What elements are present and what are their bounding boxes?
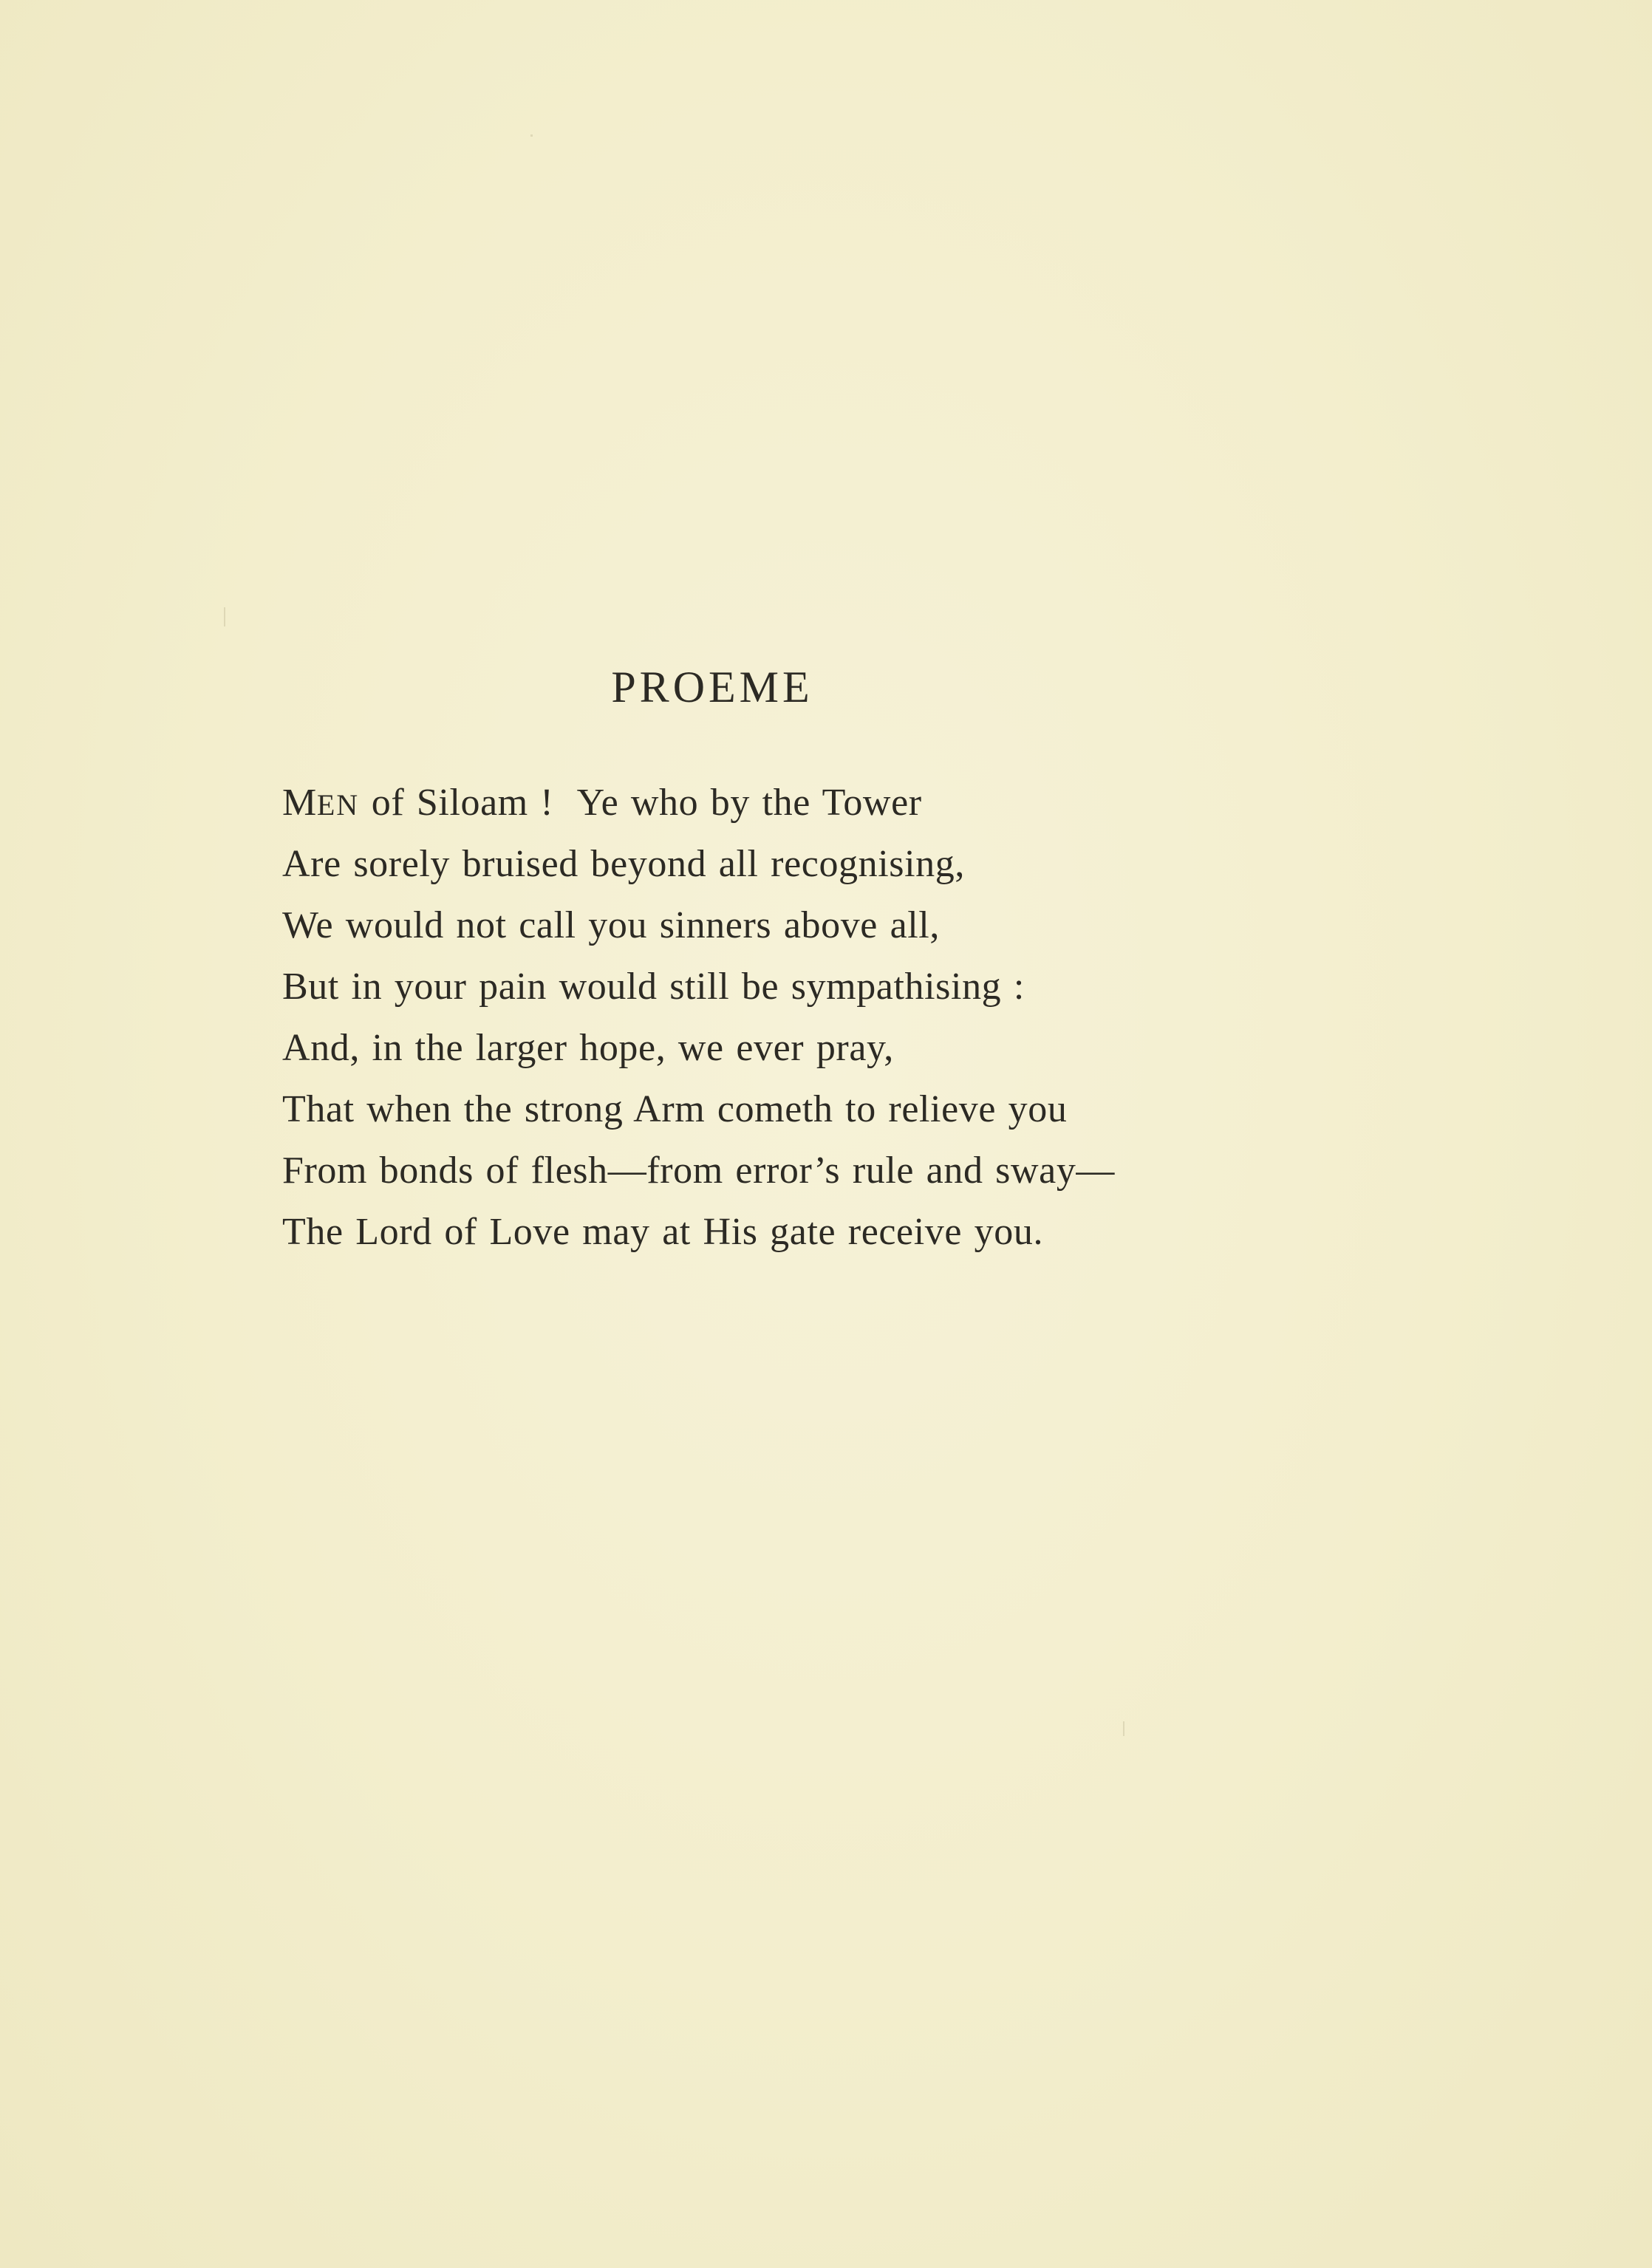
paper-speck: [530, 134, 533, 137]
poem-line-6: That when the strong Arm cometh to relieve you: [282, 1088, 1068, 1130]
poem-body: [282, 772, 1115, 1263]
poem-line-4: But in your pain would still be sympathising :: [282, 966, 1025, 1008]
paper-speck: [1123, 1721, 1124, 1736]
first-line-text: of Siloam ! Ye who by the Tower: [359, 782, 922, 824]
poem-line-1: [282, 772, 1115, 833]
poem-line-2: Are sorely bruised beyond all recognising,: [282, 843, 965, 885]
poem-line-8: The Lord of Love may at His gate receive you.: [282, 1211, 1044, 1253]
poem-line-3: We would not call you sinners above all,: [282, 904, 940, 946]
paper-speck: [224, 607, 225, 626]
small-caps-word: EN: [316, 788, 360, 822]
poem-line-5: And, in the larger hope, we ever pray,: [282, 1027, 894, 1069]
drop-capital: M: [282, 782, 317, 824]
poem-line-7: From bonds of flesh—from error’s rule and sway—: [282, 1150, 1116, 1192]
poem-title: PROEME: [611, 663, 813, 711]
